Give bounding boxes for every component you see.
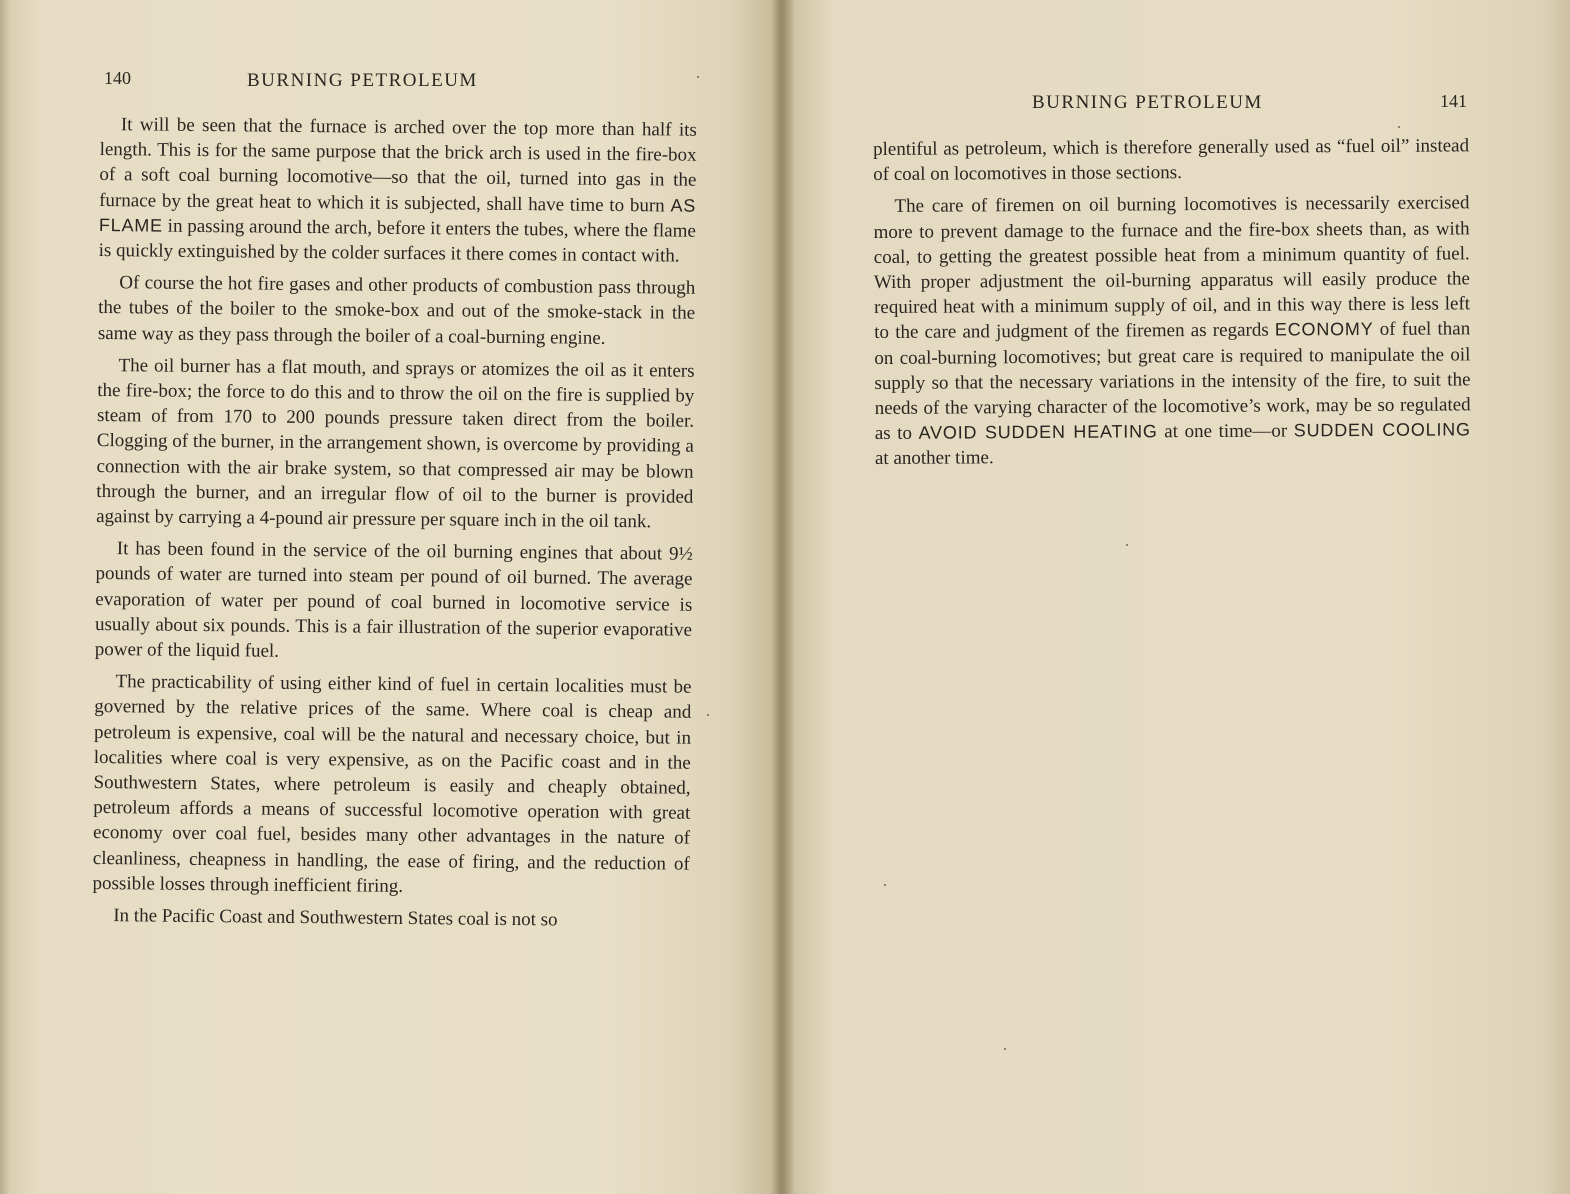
paragraph: plentiful as petroleum, which is therefore generally used as “fuel oil” instead of coal on locomotives in those sections. <box>873 135 1470 186</box>
right-page-body <box>873 133 1471 478</box>
paragraph-text: The care of firemen on oil burning locomotives is necessarily exercised more to prevent damage to the furnace and the fire-box sheets than, as with coal, to getting the greatest possible heat from a minimum quantity of fuel. With proper adjustment the oil-burning apparatus will easily produce the required heat with a minimum supply of oil, and in this way there is less left to the care and judgment of the firemen as regards <box>873 192 1471 344</box>
emphasis-text: AS FLAME <box>98 195 697 236</box>
paragraph <box>873 191 1471 472</box>
paragraph-text: at another time. <box>874 447 994 470</box>
paragraph-text: at one time—or <box>1157 420 1294 443</box>
paragraph-text: It will be seen that the furnace is arched over the top more than half its length. This is for the same purpose that the brick arch is used in the fire-box of a soft coal burning locomotive—so that the oil, turned into gas in the furnace by the great heat to which it is subjected, shall have time to burn <box>99 114 697 217</box>
paragraph-text: of fuel than on coal-burning locomotives; but great care is required to manipulate the oil supply so that the necessary variations in the intensity of the fire, to suit the needs of the varying character of the locomotive’s work, may be so regulated as to <box>874 318 1471 445</box>
left-page-number: 140 <box>104 68 131 88</box>
emphasis-text: ECONOMY <box>1274 319 1374 340</box>
right-running-head: BURNING PETROLEUM <box>1032 92 1263 113</box>
paper-speck <box>1126 544 1128 546</box>
paragraph: Of course the hot fire gases and other products of combustion pass through the tubes of the boiler to the smoke-box and out of the smoke-stack in the same way as they pass through the boiler of a coal-burning engine. <box>97 272 696 349</box>
paper-speck <box>1004 1048 1006 1050</box>
paper-speck <box>697 76 699 78</box>
right-page-number: 141 <box>1440 91 1467 111</box>
paper-speck <box>884 884 886 886</box>
paragraph: The oil burner has a flat mouth, and sprays or atomizes the oil as it enters the fire-box; the force to do this and to throw the oil on the fire is supplied by steam of from 170 to 200 pounds pressure taken direct from the boiler. Clogging of the burner, in the arrangement shown, is overcome by providing a connection with the air brake system, so that compressed air may be blown through the burner, and an irregular flow of oil to the burner is provided against by carrying a 4-pound air pressure per square inch in the oil tank. <box>96 355 695 533</box>
emphasis-text: SUDDEN COOLING <box>1293 419 1471 441</box>
paragraph: In the Pacific Coast and Southwestern States coal is not so <box>113 905 558 931</box>
paragraph: The practicability of using either kind of fuel in certain localities must be governed by the relative prices of the same. Where coal is cheap and petroleum is expensive, coal will be the natural and necessary choice, but in localities where coal is very expensive, as on the Pacific coast and in the Southwestern States, where petroleum is easily and cheaply obtained, petroleum affords a means of successful locomotive operation with great economy over coal fuel, besides many other advantages in the nature of cleanliness, cheapness in handling, the ease of firing, and the reduction of possible losses through inefficient firing. <box>92 671 692 897</box>
paragraph: It has been found in the service of the oil burning engines that about 9½ pounds of water are turned into steam per pound of oil burned. The average evaporation of water per pound of coal burned in locomotive service is usually about six pounds. This is a fair illustration of the superior evaporative power of the liquid fuel. <box>94 538 693 662</box>
paragraph-text: in passing around the arch, before it enters the tubes, where the flame is quickly extinguished by the colder surfaces it there comes in contact with. <box>98 215 696 267</box>
paper-speck <box>1398 126 1400 128</box>
left-page-body <box>92 112 697 941</box>
book-gutter <box>772 0 794 1194</box>
emphasis-text: AVOID SUDDEN HEATING <box>918 421 1158 443</box>
left-running-head: BURNING PETROLEUM <box>247 70 478 91</box>
paper-speck <box>707 714 709 716</box>
paragraph <box>99 112 697 269</box>
